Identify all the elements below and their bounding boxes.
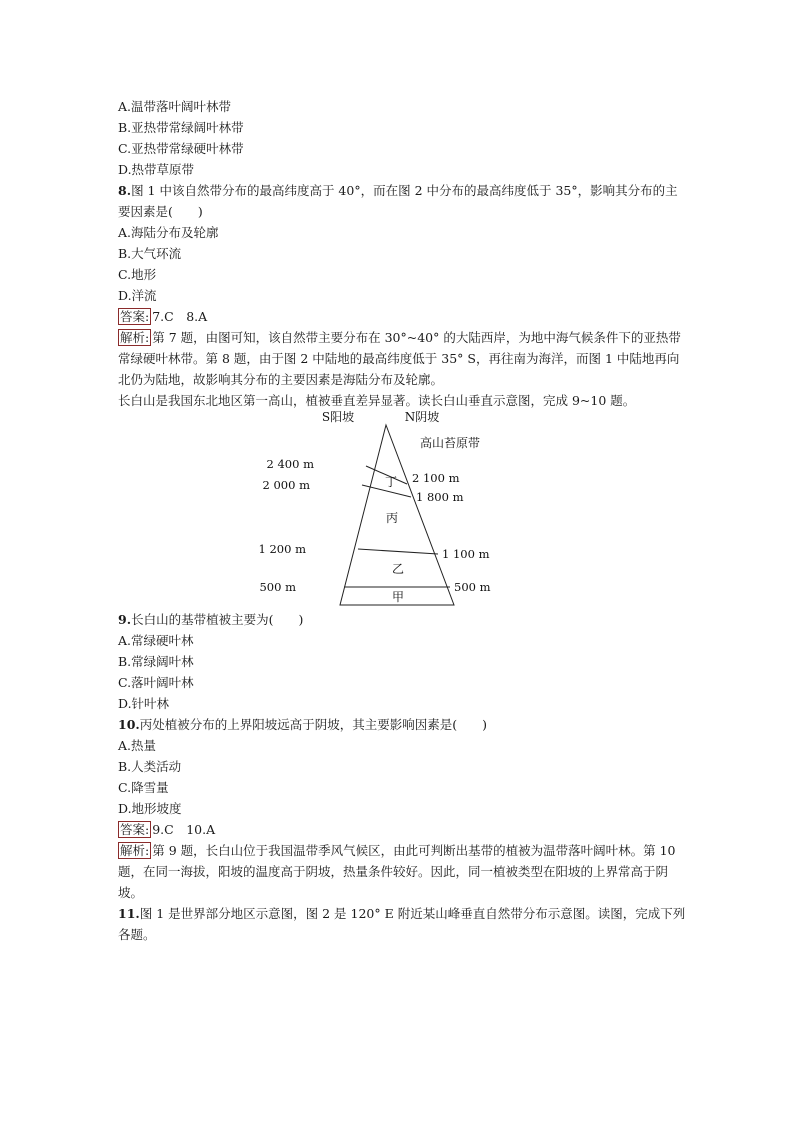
q8-stem-text: 图 1 中该自然带分布的最高纬度高于 40°，而在图 2 中分布的最高纬度低于 35°，影响其分布的主要因素是( ) (118, 183, 678, 219)
analysis-7-8 (118, 327, 688, 390)
answer-text: 7.C 8.A (152, 309, 208, 324)
mountain-right-labels (408, 411, 528, 609)
q10-option-a: A.热量 (118, 738, 157, 753)
q9-number: 9. (118, 612, 132, 627)
analysis-text: 第 7 题，由图可知，该自然带主要分布在 30°~40° 的大陆西岸，为地中海气候条件下的亚热带常绿硬叶林带。第 8 题，由于图 2 中陆地的最高纬度低于 35° S，再往南为海洋，而图 1 中陆地再向北仍为陆地，故影响其分布的主要因素是海陆分布及轮廓。 (118, 330, 681, 387)
left-label-1200: 1 200 m (258, 542, 306, 556)
document-page (118, 96, 688, 945)
answer-7-8 (118, 306, 688, 327)
zone-jia: 甲 (391, 590, 405, 604)
left-label-2000: 2 000 m (262, 478, 310, 492)
q8-stem (118, 180, 688, 222)
q8-option-c: C.地形 (118, 267, 157, 282)
q10-stem (118, 714, 688, 735)
q9-option-d: D.针叶林 (118, 696, 170, 711)
left-label-500: 500 m (259, 580, 296, 594)
analysis-text: 第 9 题，长白山位于我国温带季风气候区，由此可判断出基带的植被为温带落叶阔叶林。第 10 题，在同一海拔，阳坡的温度高于阴坡，热量条件较好。因此，同一植被类型在阳坡的上界常高于阴坡。 (118, 843, 676, 900)
analysis-tag: 解析: (120, 330, 150, 345)
changbai-vertical-zone-figure (118, 411, 688, 609)
q8-option-d: D.洋流 (118, 288, 157, 303)
left-label-2400: 2 400 m (266, 457, 314, 471)
q9-stem-text: 长白山的基带植被主要为( ) (131, 612, 304, 627)
q7-option-a: A.温带落叶阔叶林带 (118, 99, 232, 114)
q11-stem (118, 903, 688, 945)
zone-yi: 乙 (391, 562, 405, 576)
q9-option-b: B.常绿阔叶林 (118, 654, 194, 669)
q9-stem (118, 609, 688, 630)
q11-stem-text: 图 1 是世界部分地区示意图，图 2 是 120° E 附近某山峰垂直自然带分布示意图。读图，完成下列各题。 (118, 906, 686, 942)
right-label-500: 500 m (454, 580, 491, 594)
answer-tag: 答案: (120, 822, 150, 837)
q10-option-b: B.人类活动 (118, 759, 182, 774)
answer-text: 9.C 10.A (152, 822, 216, 837)
analysis-9-10 (118, 840, 688, 903)
q8-option-b: B.大气环流 (118, 246, 182, 261)
q10-option-c: C.降雪量 (118, 780, 169, 795)
q10-stem-text: 丙处植被分布的上界阳坡远高于阴坡，其主要影响因素是( ) (139, 717, 488, 732)
right-label-1800: 1 800 m (416, 490, 464, 504)
slope-south-label: S阳坡 (321, 411, 355, 424)
q9-option-a: A.常绿硬叶林 (118, 633, 194, 648)
q7-option-d: D.热带草原带 (118, 162, 195, 177)
top-zone-label: 高山苔原带 (419, 436, 481, 450)
right-label-2100: 2 100 m (412, 471, 460, 485)
zone-ding: 丁 (384, 475, 398, 489)
q7-option-b: B.亚热带常绿阔叶林带 (118, 120, 244, 135)
answer-tag: 答案: (120, 309, 150, 324)
right-label-1100: 1 100 m (442, 547, 490, 561)
q7-option-c: C.亚热带常绿硬叶林带 (118, 141, 244, 156)
q10-number: 10. (118, 717, 140, 732)
intro-9-10: 长白山是我国东北地区第一高山，植被垂直差异显著。读长白山垂直示意图，完成 9~10 题。 (118, 393, 636, 408)
mountain-left-labels (244, 411, 434, 609)
slope-north-label: N阴坡 (404, 411, 440, 424)
q8-number: 8. (118, 183, 132, 198)
answer-9-10 (118, 819, 688, 840)
q9-option-c: C.落叶阔叶林 (118, 675, 194, 690)
zone-bing: 丙 (385, 511, 399, 525)
q8-option-a: A.海陆分布及轮廓 (118, 225, 219, 240)
q11-number: 11. (118, 906, 140, 921)
q10-option-d: D.地形坡度 (118, 801, 182, 816)
analysis-tag: 解析: (120, 843, 150, 858)
